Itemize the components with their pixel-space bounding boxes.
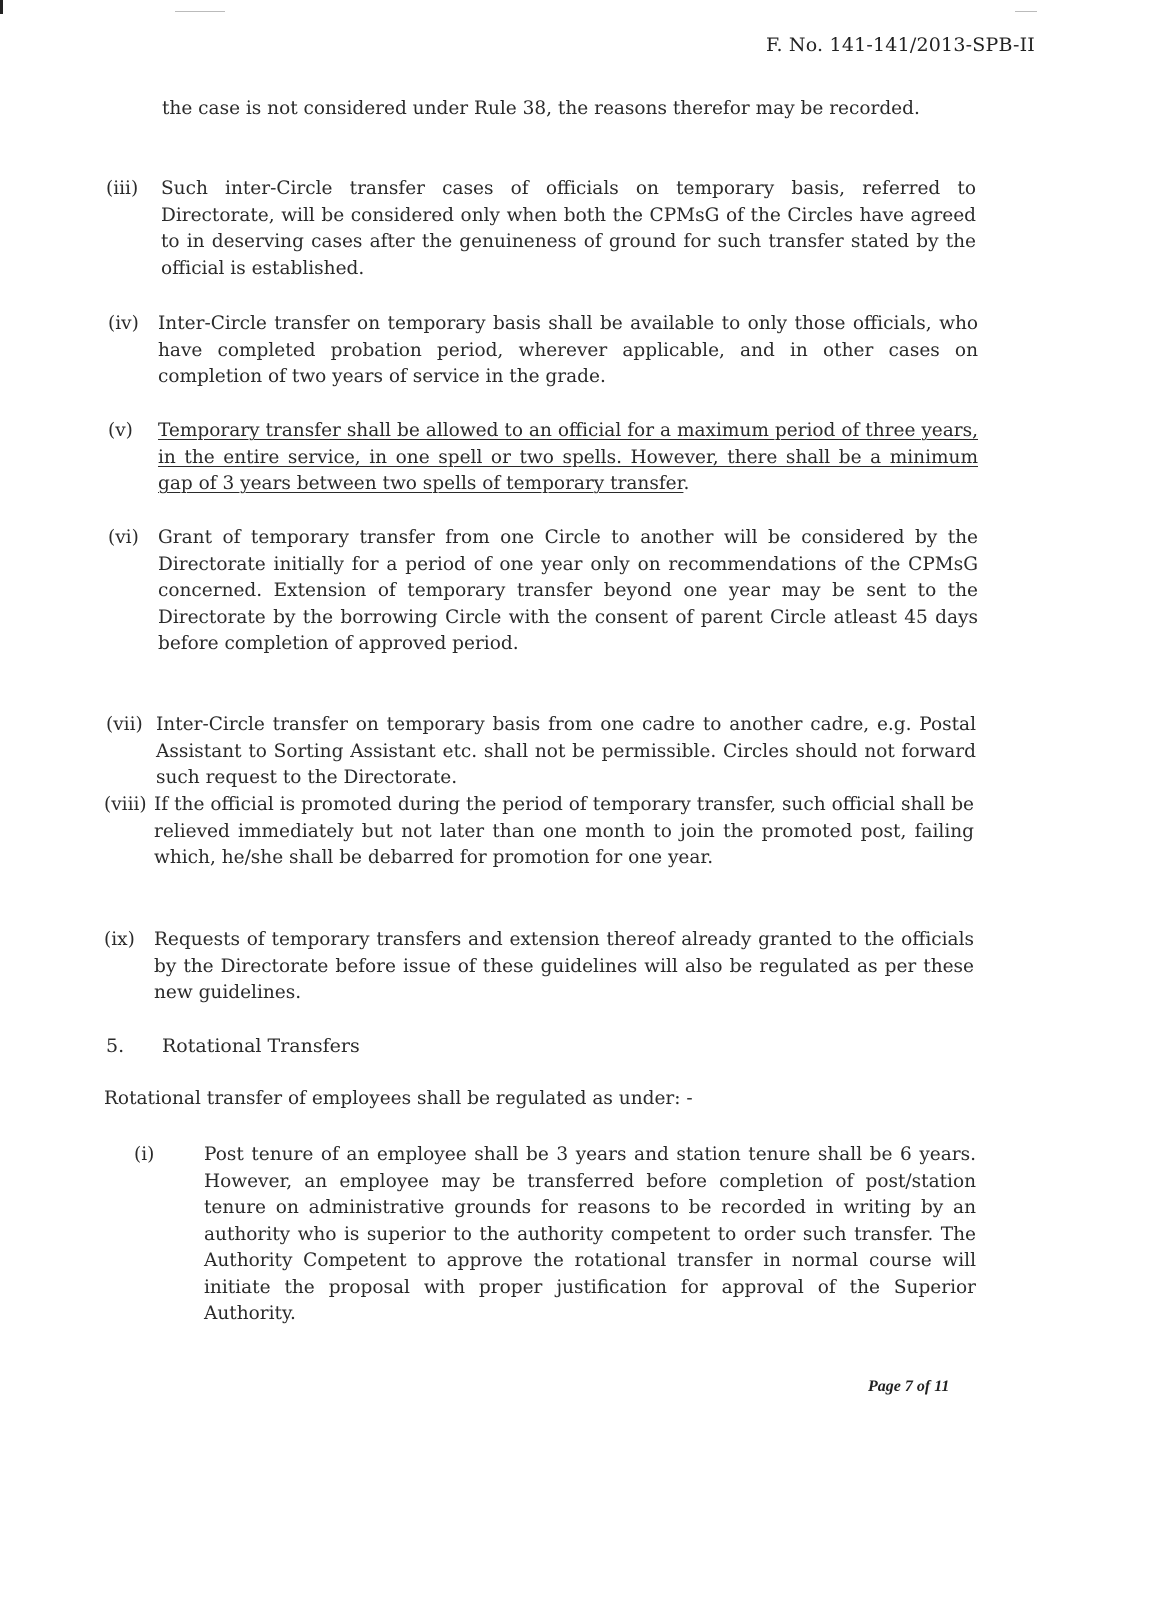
list-item-underlined (108, 418, 978, 498)
list-item (134, 1142, 976, 1328)
item-text: Inter-Circle transfer on temporary basis from one cadre to another cadre, e.g. Postal Assistant to Sorting Assistant etc. shall not be permissible. Circles should not forward such request to the Directorate. (156, 714, 976, 788)
item-number: (iii) (106, 178, 139, 199)
item-number: (vi) (108, 527, 139, 548)
list-item (108, 525, 978, 658)
list-item (104, 927, 974, 1007)
item-text: Such inter-Circle transfer cases of officials on temporary basis, referred to Directorate, will be considered only when both the CPMsG of the Circles have agreed to in deserving cases after the genuineness of ground for such transfer stated by the official is established. (161, 178, 976, 279)
item-number: (v) (108, 420, 133, 441)
section-title: Rotational Transfers (162, 1035, 360, 1057)
list-item (104, 792, 974, 872)
list-item (106, 176, 976, 282)
item-number: (i) (134, 1144, 155, 1165)
underlined-text: Temporary transfer shall be allowed to an official for a maximum period of three years, in the entire service, in one spell or two spells. However, there shall be a minimum gap of 3 years between two spells of temporary transfer (158, 420, 978, 494)
item-text: Requests of temporary transfers and extension thereof already granted to the officials by the Directorate before issue of these guidelines will also be regulated as per these new guidelines. (154, 929, 974, 1003)
section-number: 5. (106, 1035, 125, 1057)
section-heading (106, 1035, 360, 1057)
item-text: If the official is promoted during the period of temporary transfer, such official shall be relieved immediately but not later than one month to join the promoted post, failing which, he/she shall be debarred for promotion for one year. (154, 794, 974, 868)
item-number: (vii) (106, 714, 143, 735)
item-number: (iv) (108, 313, 139, 334)
item-text: Inter-Circle transfer on temporary basis shall be available to only those officials, who have completed probation period, wherever applicable, and in other cases on completion of two years of service in the grade. (158, 313, 978, 387)
scan-artifact (1015, 11, 1037, 12)
list-item (108, 311, 978, 391)
item-text: Temporary transfer shall be allowed to an official for a maximum period of three years, in the entire service, in one spell or two spells. However, there shall be a minimum gap of 3 years between two spells of temporary transfer. (158, 420, 978, 494)
item-text: Post tenure of an employee shall be 3 years and station tenure shall be 6 years. However, an employee may be transferred before completion of post/station tenure on administrative grounds for reasons to be recorded in writing by an authority who is superior to the authority competent to order such transfer. The Authority Competent to approve the rotational transfer in normal course will initiate the proposal with proper justification for approval of the Superior Authority. (204, 1144, 976, 1324)
list-item (106, 712, 976, 792)
page-number: Page 7 of 11 (868, 1378, 950, 1395)
continuation-paragraph: the case is not considered under Rule 38, the reasons therefor may be recorded. (162, 98, 920, 119)
scan-corner-mark (0, 0, 3, 14)
item-number: (viii) (104, 794, 147, 815)
scan-artifact (175, 11, 225, 12)
item-number: (ix) (104, 929, 135, 950)
section-lead: Rotational transfer of employees shall be regulated as under: - (104, 1088, 693, 1109)
item-text: Grant of temporary transfer from one Circle to another will be considered by the Directorate initially for a period of one year only on recommendations of the CPMsG concerned. Extension of temporary transfer beyond one year may be sent to the Directorate by the borrowing Circle with the consent of parent Circle atleast 45 days before completion of approved period. (158, 527, 978, 654)
file-number: F. No. 141-141/2013-SPB-II (766, 34, 1035, 56)
